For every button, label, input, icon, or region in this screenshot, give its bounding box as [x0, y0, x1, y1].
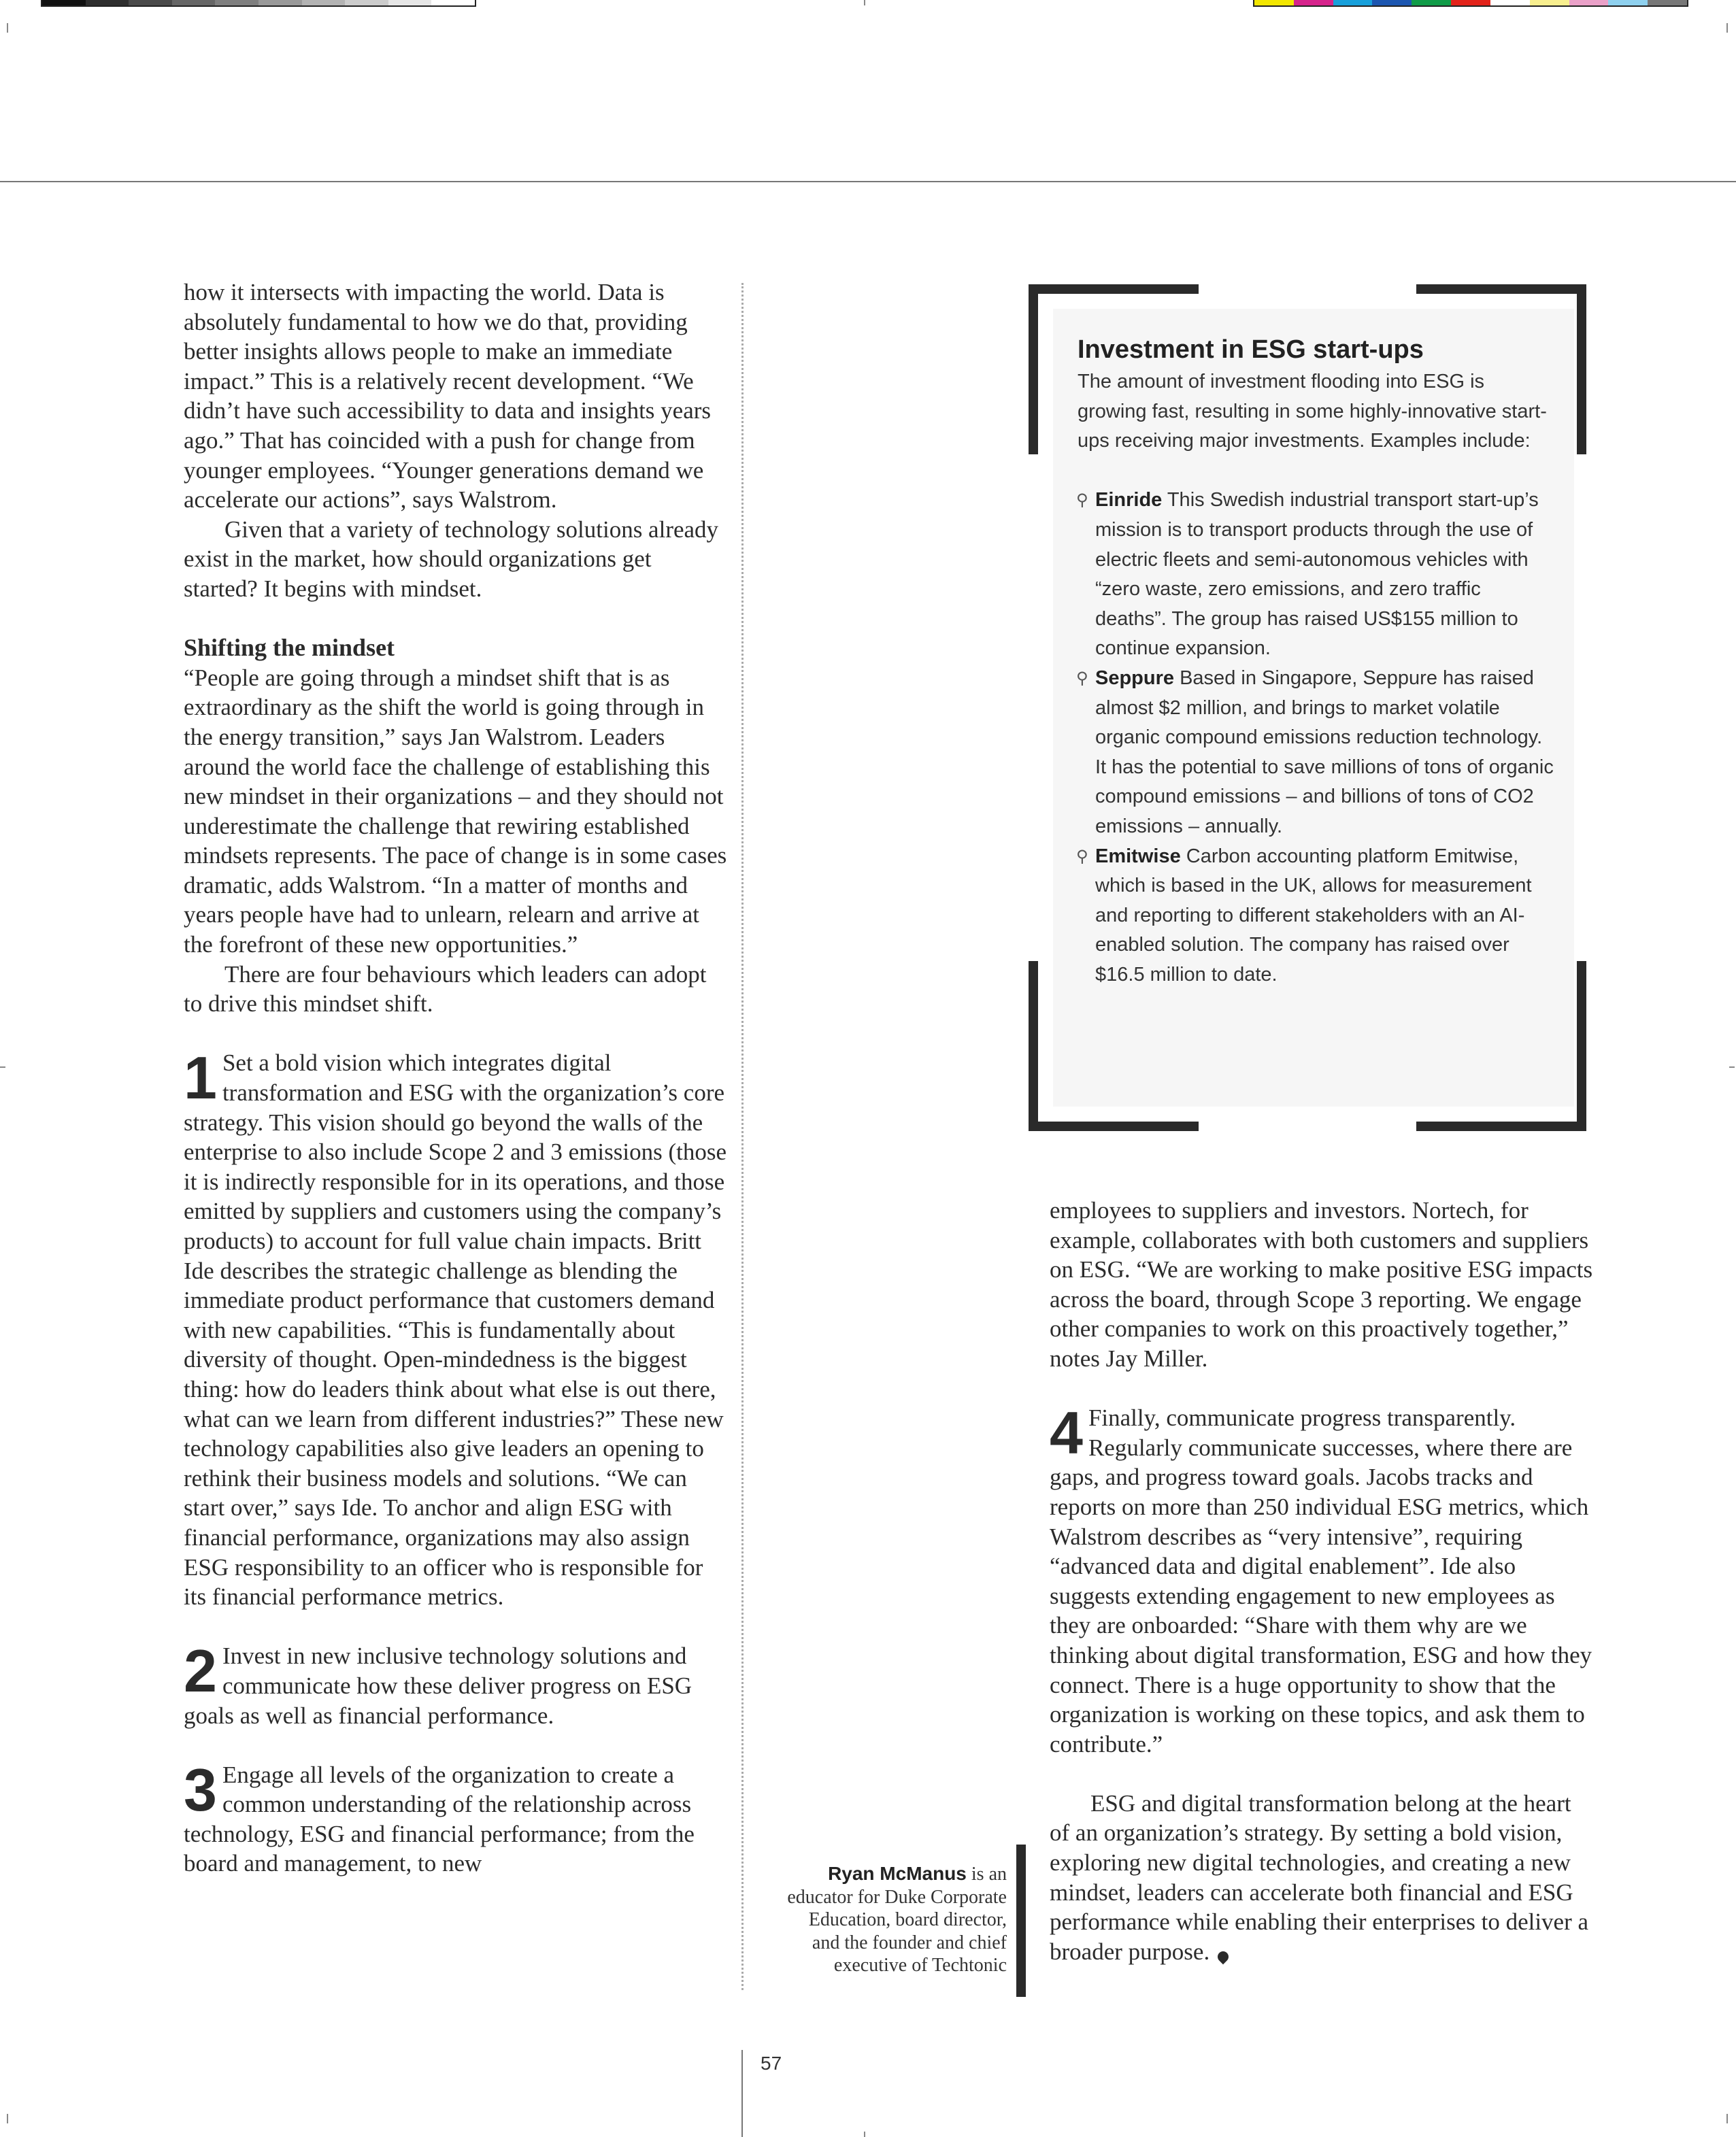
startup-description: Based in Singapore, Seppure has raised almost $2 million, and brings to market volatile organic compound emissions reduction technology. It has the potential to save millions of tons of organic compound emissions – and billions of tons of CO2 emissions – annually.	[1095, 667, 1554, 837]
sidebar-content	[1078, 333, 1554, 990]
color-swatch	[1294, 0, 1333, 5]
paragraph: “People are going through a mindset shift that is as extraordinary as the shift the world is going through in the energy transition,” says Jan Walstrom. Leaders around the world face the challenge of establishing this new mindset in their organizations – and they should not underestimate the challenge that rewiring established mindsets represents. The pace of change is in some cases dramatic, adds Walstrom. “In a matter of months and years people have had to unlearn, relearn and arrive at the forefront of these new opportunities.”	[184, 664, 727, 958]
author-bio	[782, 1862, 1007, 1977]
numbered-point-3	[184, 1760, 728, 1879]
author-description: is an educator for Duke Corporate Education, board director, and the founder and chief executive of Techtonic	[787, 1864, 1007, 1976]
sidebar-title: Investment in ESG start-ups	[1078, 335, 1424, 364]
folio-rule	[741, 2050, 743, 2137]
gray-swatch	[86, 0, 129, 5]
color-swatch	[1648, 0, 1687, 5]
end-mark-icon	[1216, 1949, 1231, 1965]
subheading: Shifting the mindset	[184, 634, 395, 662]
point-text: Finally, communicate progress transparently. Regularly communicate successes, where there are gaps, and progress toward goals. Jacobs tracks and reports on more than 250 individual ESG metrics, which Walstrom describes as “very intensive”, requiring “advanced data and digital enablement”. Ide also suggests extending engagement to new employees as they are onboarded: “Share with them why are we thinking about digital transformation, ESG and how they connect. There is a huge opportunity to show that the organization is working on these topics, and ask them to contribute.”	[1050, 1404, 1592, 1757]
gray-registration-bar	[41, 0, 476, 7]
bracket	[1416, 284, 1586, 294]
bracket	[1029, 1122, 1199, 1131]
closing-text: ESG and digital transformation belong at the heart of an organization’s strategy. By setting a bold vision, exploring new digital technologies, and creating a new mindset, leaders can accelerate both financial and ESG performance while enabling their enterprises to deliver a broader purpose.	[1050, 1789, 1589, 1965]
crop-mark	[0, 1066, 5, 1068]
point-number: 3	[184, 1760, 217, 1823]
article-left-column	[184, 277, 728, 1879]
sidebar-box	[1029, 284, 1586, 1131]
color-swatch	[1451, 0, 1490, 5]
color-swatch	[1333, 0, 1373, 5]
point-number: 4	[1050, 1403, 1083, 1467]
gray-swatch	[345, 0, 388, 5]
color-swatch	[1412, 0, 1451, 5]
crop-mark	[7, 23, 8, 33]
color-swatch	[1608, 0, 1648, 5]
startup-description: This Swedish industrial transport start-up’s mission is to transport products through the use of electric fleets and semi-autonomous vehicles with “zero waste, zero emissions, and zero traffic deaths”. The group has raised US$155 million to continue expansion.	[1095, 489, 1539, 660]
gray-swatch	[431, 0, 475, 5]
numbered-point-4	[1050, 1403, 1594, 1759]
crop-mark	[7, 2114, 8, 2123]
startup-name: Emitwise	[1095, 845, 1181, 867]
sidebar-item	[1078, 842, 1554, 990]
color-registration-bar	[1253, 0, 1688, 7]
crop-mark	[864, 2132, 865, 2137]
gray-swatch	[42, 0, 86, 5]
sidebar-item	[1078, 486, 1554, 664]
numbered-point-1	[184, 1048, 728, 1611]
numbered-point-2	[184, 1641, 728, 1730]
author-name: Ryan McManus	[828, 1863, 967, 1884]
column-divider	[741, 283, 744, 1990]
gray-swatch	[258, 0, 302, 5]
point-text: Engage all levels of the organization to create a common understanding of the relationship across technology, ESG and financial performance; from the board and management, to new	[184, 1761, 695, 1877]
startup-name: Seppure	[1095, 667, 1175, 689]
bracket	[1029, 284, 1199, 294]
bracket	[1416, 1122, 1586, 1131]
crop-mark	[864, 0, 865, 5]
color-swatch	[1254, 0, 1294, 5]
gray-swatch	[129, 0, 172, 5]
crop-mark	[1726, 2114, 1728, 2123]
gray-swatch	[172, 0, 216, 5]
point-number: 1	[184, 1048, 217, 1112]
sidebar-intro: The amount of investment flooding into ESG is growing fast, resulting in some highly-innovative start-ups receiving major investments. Examples include:	[1078, 371, 1547, 452]
startup-description: Carbon accounting platform Emitwise, which is based in the UK, allows for measurement and reporting to different stakeholders with an AI-enabled solution. The company has raised over $16.5 million to date.	[1095, 845, 1532, 986]
paragraph: There are four behaviours which leaders can adopt to drive this mindset shift.	[184, 960, 707, 1017]
paragraph: how it intersects with impacting the world. Data is absolutely fundamental to how we do that, providing better insights allows people to make an immediate impact.” This is a relatively recent development. “We didn’t have such accessibility to data and insights years ago.” That has coincided with a push for change from younger employees. “Younger generations demand we accelerate our actions”, says Walstrom.	[184, 279, 712, 514]
article-right-column	[1050, 1196, 1594, 1966]
gray-swatch	[388, 0, 432, 5]
bracket	[1029, 284, 1038, 454]
color-swatch	[1530, 0, 1569, 5]
closing-paragraph	[1050, 1789, 1594, 1967]
gray-swatch	[302, 0, 346, 5]
point-number: 2	[184, 1641, 217, 1705]
paragraph: employees to suppliers and investors. Nortech, for example, collaborates with both customers and suppliers on ESG. “We are working to make positive ESG impacts across the board, through Scope 3 reporting. We engage other companies to work on this proactively together,” notes Jay Miller.	[1050, 1197, 1593, 1372]
point-text: Invest in new inclusive technology solutions and communicate how these deliver progress on ESG goals as well as financial performance.	[184, 1643, 692, 1729]
crop-mark	[1729, 1066, 1735, 1068]
bio-bar	[1016, 1845, 1026, 1997]
bracket	[1577, 961, 1586, 1131]
location-pin-icon: ⚲	[1076, 491, 1088, 510]
paragraph: Given that a variety of technology solutions already exist in the market, how should organizations get started? It begins with mindset.	[184, 516, 719, 602]
location-pin-icon: ⚲	[1076, 669, 1088, 688]
color-swatch	[1372, 0, 1412, 5]
page-number: 57	[761, 2053, 782, 2074]
color-swatch	[1490, 0, 1530, 5]
bracket	[1029, 961, 1038, 1131]
gray-swatch	[215, 0, 258, 5]
sidebar-list	[1078, 486, 1554, 990]
bracket	[1577, 284, 1586, 454]
crop-mark	[1726, 23, 1728, 33]
startup-name: Einride	[1095, 489, 1163, 511]
point-text: Set a bold vision which integrates digital transformation and ESG with the organization’s core strategy. This vision should go beyond the walls of the enterprise to also include Scope 2 and 3 emissions (those it is indirectly responsible for in its operations, and those emitted by suppliers and customers using the company’s products) to account for full value chain impacts. Britt Ide describes the strategic challenge as blending the immediate product performance that customers demand with new capabilities. “This is fundamentally about diversity of thought. Open-mindedness is the biggest thing: how do leaders think about what else is out there, what can we learn from different industries?” These new technology capabilities also give leaders an opening to rethink their business models and solutions. “We can start over,” says Ide. To anchor and align ESG with financial performance, organizations may also assign ESG responsibility to an officer who is responsible for its financial performance metrics.	[184, 1049, 727, 1611]
sidebar-item	[1078, 664, 1554, 842]
location-pin-icon: ⚲	[1076, 847, 1088, 866]
header-rule	[0, 181, 1736, 182]
color-swatch	[1569, 0, 1609, 5]
